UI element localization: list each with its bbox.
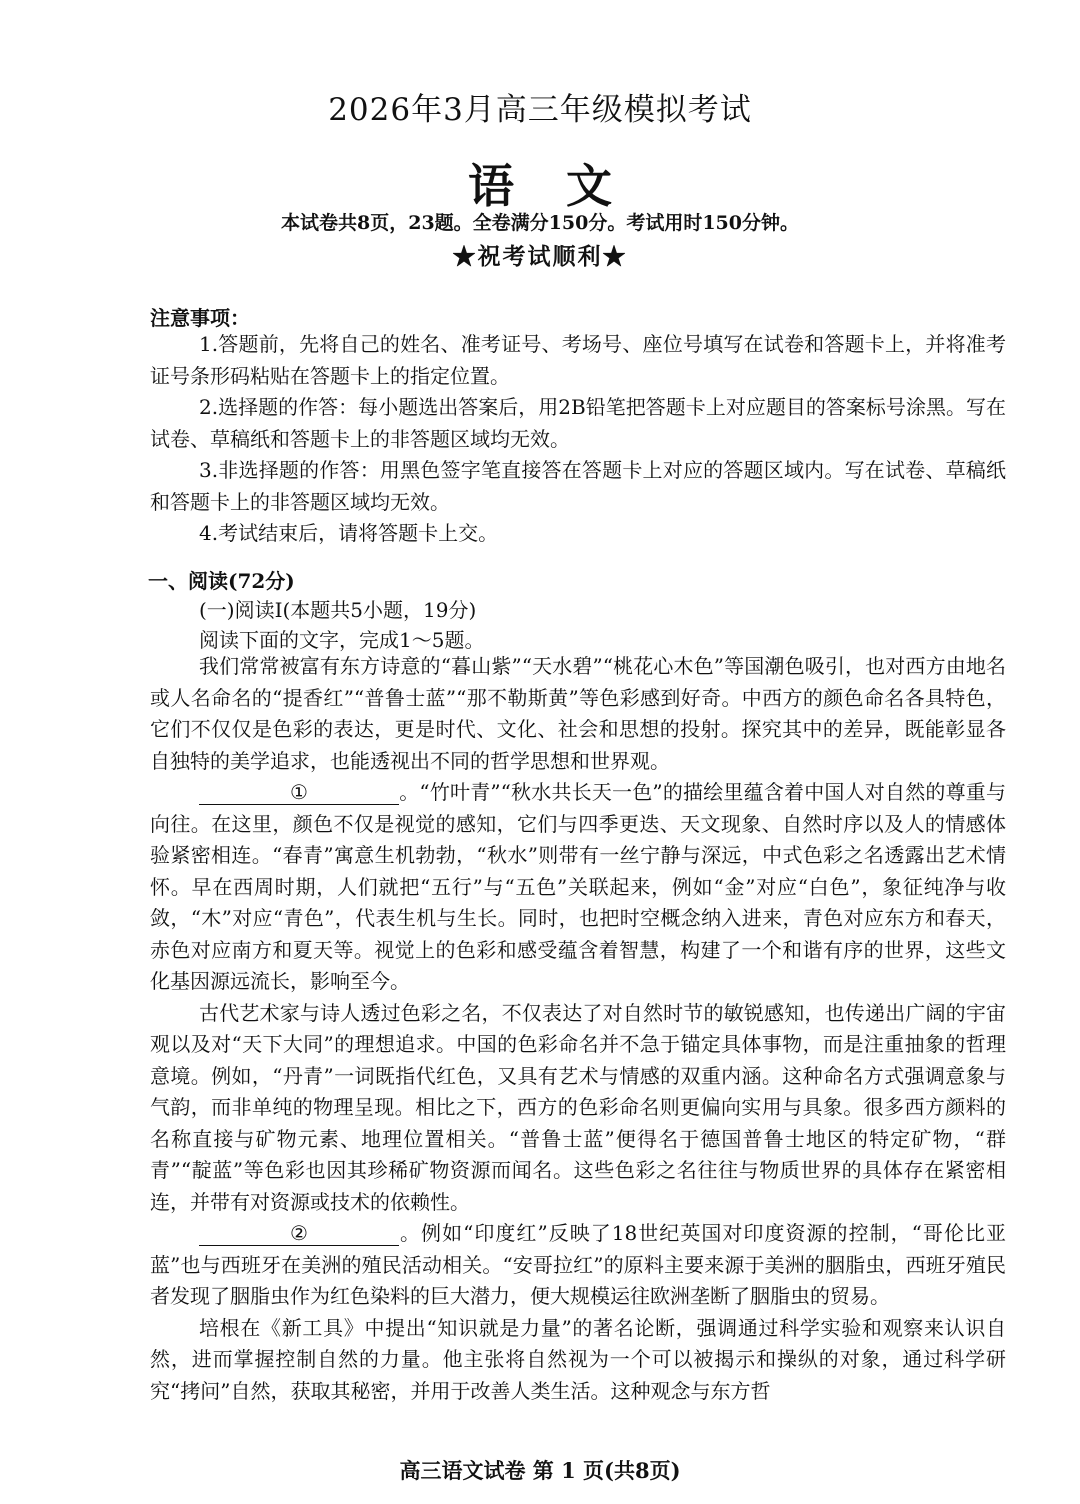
blank-2: ② — [199, 1221, 399, 1246]
page-footer: 高三语文试卷 第 1 页(共8页) — [399, 1458, 681, 1483]
passage-paragraph-4 — [150, 1218, 1006, 1313]
passage-paragraph-5: 培根在《新工具》中提出“知识就是力量”的著名论断，强调通过科学实验和观察来认识自然，进而掌握控制自然的力量。他主张将自然视为一个可以被揭示和操纵的对象，通过科学研究“拷问”自然，获取其秘密，并用于改善人类生活。这种观念与东方哲 — [150, 1315, 1006, 1403]
notes-heading: 注意事项： — [150, 306, 250, 330]
note-item-2: 2.选择题的作答：每小题选出答案后，用2B铅笔把答题卡上对应题目的答案标号涂黑。写在试卷、草稿纸和答题卡上的非答题区域均无效。 — [150, 395, 1006, 451]
reading-passage — [150, 651, 1006, 1407]
notes-list — [150, 329, 1006, 550]
blank-1: ① — [199, 780, 399, 805]
exam-info: 本试卷共8页，23题。全卷满分150分。考试用时150分钟。 — [281, 212, 799, 234]
passage-paragraph-1: 我们常常被富有东方诗意的“暮山紫”“天水碧”“桃花心木色”等国潮色吸引，也对西方由地名或人名命名的“提香红”“普鲁士蓝”“那不勒斯黄”等色彩感到好奇。中西方的颜色命名各具特色，它们不仅仅是色彩的表达，更是时代、文化、社会和思想的投射。探究其中的差异，既能彰显各自独特的美学追求，也能透视出不同的哲学思想和世界观。 — [150, 654, 1006, 773]
passage-paragraph-3: 古代艺术家与诗人透过色彩之名，不仅表达了对自然时节的敏锐感知，也传递出广阔的宇宙观以及对“天下大同”的理想追求。中国的色彩命名并不急于锚定具体事物，而是注重抽象的哲理意境。例如，“丹青”一词既指代红色，又具有艺术与情感的双重内涵。这种命名方式强调意象与气韵，而非单纯的物理呈现。相比之下，西方的色彩命名则更偏向实用与具象。很多西方颜料的名称直接与矿物元素、地理位置相关。“普鲁士蓝”便得名于德国普鲁士地区的特定矿物，“群青”“靛蓝”等色彩也因其珍稀矿物资源而闻名。这些色彩之名往往与物质世界的具体存在紧密相连，并带有对资源或技术的依赖性。 — [150, 1000, 1006, 1214]
section-heading: 一、阅读(72分) — [148, 569, 295, 593]
note-item-4: 4.考试结束后，请将答题卡上交。 — [199, 521, 499, 545]
exam-title: 2026年3月高三年级模拟考试 — [328, 92, 752, 128]
paragraph-4-text: 。例如“印度红”反映了18世纪英国对印度资源的控制，“哥伦比亚蓝”也与西班牙在美洲的殖民活动相关。“安哥拉红”的原料主要来源于美洲的胭脂虫，西班牙殖民者发现了胭脂虫作为红色染料的巨大潜力，便大规模运往欧洲垄断了胭脂虫的贸易。 — [150, 1221, 1006, 1308]
subject-title: 语文 — [468, 159, 664, 213]
note-item-1: 1.答题前，先将自己的姓名、准考证号、考场号、座位号填写在试卷和答题卡上，并将准考证号条形码粘贴在答题卡上的指定位置。 — [150, 332, 1006, 388]
sub-section-heading: (一)阅读Ⅰ(本题共5小题，19分) — [199, 598, 477, 622]
note-item-3: 3.非选择题的作答：用黑色签字笔直接答在答题卡上对应的答题区域内。写在试卷、草稿纸和答题卡上的非答题区域均无效。 — [150, 458, 1006, 514]
paragraph-2-text: 。“竹叶青”“秋水共长天一色”的描绘里蕴含着中国人对自然的尊重与向往。在这里，颜色不仅是视觉的感知，它们与四季更迭、天文现象、自然时序以及人的情感体验紧密相连。“春青”寓意生机勃勃，“秋水”则带有一丝宁静与深远，中式色彩之名透露出艺术情怀。早在西周时期，人们就把“五行”与“五色”关联起来，例如“金”对应“白色”，象征纯净与收敛，“木”对应“青色”，代表生机与生长。同时，也把时空概念纳入进来，青色对应东方和春天，赤色对应南方和夏天等。视觉上的色彩和感受蕴含着智慧，构建了一个和谐有序的世界，这些文化基因源远流长，影响至今。 — [150, 780, 1006, 993]
passage-paragraph-2 — [150, 777, 1006, 998]
reading-instruction: 阅读下面的文字，完成1～5题。 — [199, 628, 485, 652]
good-luck-banner: ★祝考试顺利★ — [452, 243, 628, 270]
